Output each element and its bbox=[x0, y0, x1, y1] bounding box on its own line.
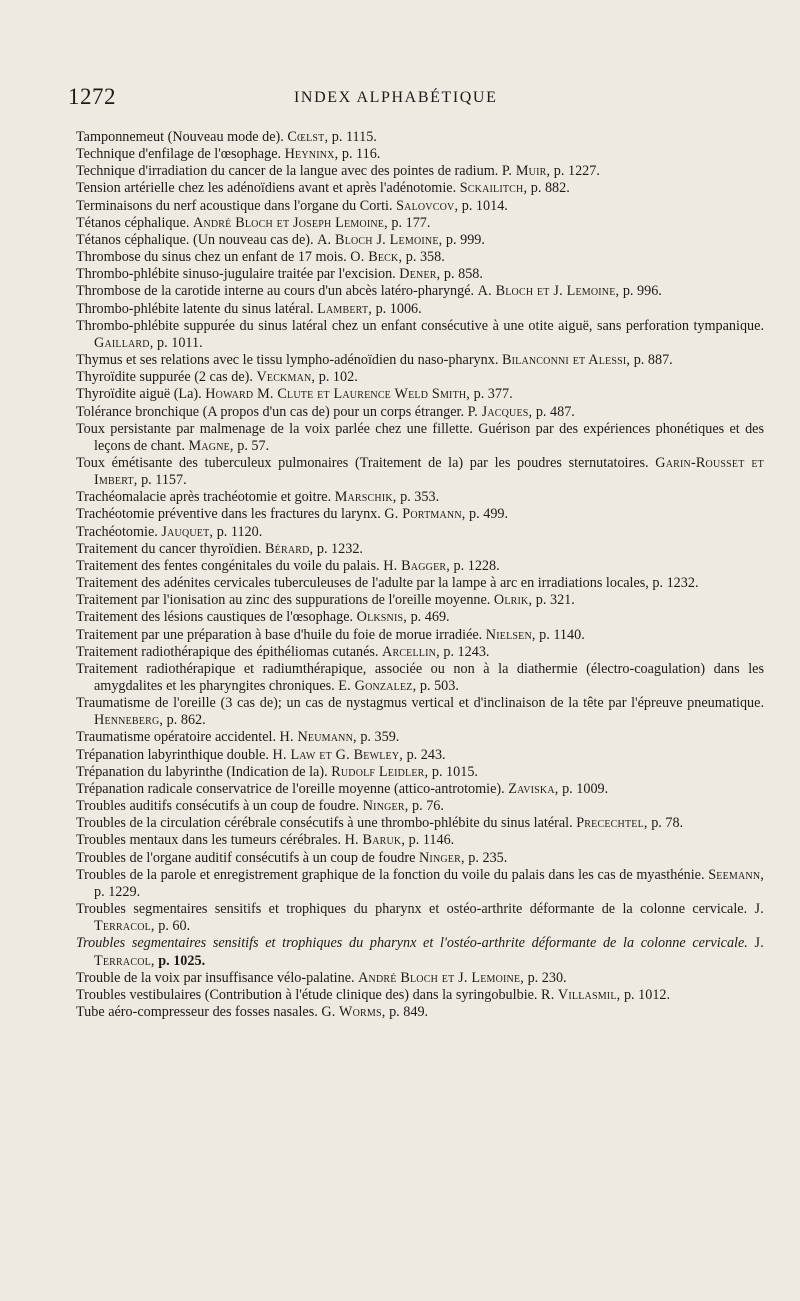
entry-page-ref: p. 377. bbox=[473, 386, 513, 403]
entry-page-ref: p. 76. bbox=[412, 798, 444, 815]
index-entry bbox=[76, 781, 764, 798]
index-entry bbox=[76, 764, 764, 781]
entry-topic: Troubles de l'organe auditif consécutifs à un coup de foudre bbox=[76, 849, 416, 866]
entry-page-ref: p. 887. bbox=[633, 352, 673, 369]
index-entry bbox=[76, 592, 764, 609]
entry-author: Howard M. Clute et Laurence Weld Smith, bbox=[205, 386, 471, 403]
index-entry bbox=[76, 695, 764, 729]
entry-author: H. Law et G. Bewley, bbox=[272, 746, 404, 763]
entry-topic: Traitement radiothérapique et radiumthérapique, associée ou non à la diathermie (électro-coagulation) dans les amygdalites et les pharyngites chroniques. bbox=[76, 660, 764, 694]
entry-author: Salovcov, bbox=[396, 197, 459, 214]
entry-author: Henneberg, bbox=[94, 712, 164, 729]
index-entry bbox=[76, 129, 764, 146]
entry-author: Dener, bbox=[399, 266, 441, 283]
entry-page-ref: p. 102. bbox=[318, 369, 358, 386]
entry-page-ref: p. 1146. bbox=[408, 832, 455, 849]
entry-topic: Thymus et ses relations avec le tissu lympho-adénoïdien du naso-pharynx. bbox=[76, 352, 499, 369]
entry-topic: Thrombose de la carotide interne au cours d'un abcès latéro-pharyngé. bbox=[76, 283, 475, 300]
entry-page-ref: p. 882. bbox=[530, 180, 570, 197]
index-entry bbox=[76, 850, 764, 867]
entry-page-ref: p. 503. bbox=[419, 678, 459, 694]
entry-author: Cœlst, bbox=[287, 129, 329, 145]
entry-topic: Traitement par une préparation à base d'huile du foie de morue irradiée. bbox=[76, 626, 483, 643]
entry-topic: Trouble de la voix par insuffisance vélo-palatine. bbox=[76, 969, 355, 986]
entry-topic: Trachéomalacie après trachéotomie et goitre. bbox=[76, 489, 332, 506]
entry-topic: Tétanos céphalique. bbox=[76, 214, 190, 231]
entry-topic: Traitement des adénites cervicales tuberculeuses de l'adulte par la lampe à arc en irradiations locales, bbox=[76, 575, 649, 592]
page-number: 1272 bbox=[68, 84, 116, 109]
index-entry bbox=[76, 901, 764, 935]
entry-page-ref: p. 1243. bbox=[443, 643, 490, 660]
entry-page-ref: p. 1115. bbox=[331, 129, 377, 145]
entry-topic: Troubles segmentaires sensitifs et trophiques du pharynx et ostéo-arthrite déformante de la colonne cervicale. bbox=[76, 901, 748, 918]
index-entry bbox=[76, 609, 764, 626]
entry-topic: Thrombose du sinus chez un enfant de 17 mois. bbox=[76, 249, 347, 266]
entry-author: Bérard, bbox=[264, 540, 314, 557]
entry-author: Veckman, bbox=[256, 369, 316, 386]
index-entry bbox=[76, 283, 764, 300]
entry-author: André Bloch et Joseph Lemoine, bbox=[193, 214, 388, 231]
entry-page-ref: p. 862. bbox=[166, 712, 206, 729]
index-entries bbox=[76, 129, 764, 1021]
entry-page-ref: p. 177. bbox=[391, 214, 431, 231]
entry-author: R. Villasmil, bbox=[541, 986, 621, 1003]
entry-topic: Toux émétisante des tuberculeux pulmonaires (Traitement de la) par les poudres sternutatoires. bbox=[76, 454, 649, 471]
entry-author: J. Terracol, bbox=[94, 935, 765, 969]
running-title: INDEX ALPHABÉTIQUE bbox=[294, 89, 498, 106]
entry-topic: Tolérance bronchique (A propos d'un cas de) pour un corps étranger. bbox=[76, 403, 465, 420]
entry-page-ref: p. 1012. bbox=[623, 986, 671, 1003]
index-entry bbox=[76, 575, 764, 592]
index-entry bbox=[76, 970, 764, 987]
entry-page-ref: p. 1015. bbox=[431, 763, 478, 780]
index-entry bbox=[76, 249, 764, 266]
entry-page-ref: p. 1025. bbox=[158, 952, 206, 969]
index-entry bbox=[76, 232, 764, 249]
entry-topic: Traumatisme de l'oreille (3 cas de); un cas de nystagmus vertical et d'inclinaison de la tête par l'épreuve pneumatique. bbox=[76, 695, 764, 712]
index-entry bbox=[76, 318, 764, 352]
entry-topic: Traitement des lésions caustiques de l'œsophage. bbox=[76, 609, 354, 626]
index-entry bbox=[76, 180, 764, 197]
page-header bbox=[68, 84, 740, 110]
entry-topic: Troubles auditifs consécutifs à un coup de foudre. bbox=[76, 798, 360, 815]
entry-page-ref: p. 116. bbox=[341, 146, 381, 163]
entry-page-ref: p. 1014. bbox=[461, 197, 508, 214]
entry-page-ref: p. 1227. bbox=[553, 163, 600, 180]
entry-page-ref: p. 1011. bbox=[157, 334, 203, 351]
entry-topic: Troubles vestibulaires (Contribution à l'étude clinique des) dans la syringobulbie. bbox=[76, 986, 538, 1003]
entry-page-ref: p. 78. bbox=[651, 815, 684, 832]
entry-topic: Troubles de la circulation cérébrale consécutifs à une thrombo-phlébite du sinus latéral. bbox=[76, 815, 573, 832]
entry-page-ref: p. 1009. bbox=[562, 780, 609, 797]
entry-page-ref: p. 849. bbox=[389, 1003, 429, 1020]
entry-author: H. Neumann, bbox=[279, 729, 357, 746]
entry-topic: Tube aéro-compresseur des fosses nasales. bbox=[76, 1003, 318, 1020]
index-entry bbox=[76, 558, 764, 575]
index-entry bbox=[76, 747, 764, 764]
entry-author: A. Bloch J. Lemoine, bbox=[317, 231, 443, 248]
index-entry bbox=[76, 489, 764, 506]
entry-author: Lambert, bbox=[317, 300, 373, 317]
entry-page-ref: p. 1229. bbox=[94, 883, 141, 900]
entry-topic: Technique d'enfilage de l'œsophage. bbox=[76, 146, 282, 163]
index-entry bbox=[76, 644, 764, 661]
entry-page-ref: p. 487. bbox=[535, 403, 575, 420]
entry-topic: Trépanation labyrinthique double. bbox=[76, 746, 269, 763]
index-entry bbox=[76, 524, 764, 541]
index-entry bbox=[76, 386, 764, 403]
index-entry bbox=[76, 1004, 764, 1021]
entry-topic: Terminaisons du nerf acoustique dans l'organe du Corti. bbox=[76, 197, 393, 214]
index-entry bbox=[76, 798, 764, 815]
entry-author: Jauquet, bbox=[161, 523, 214, 540]
entry-page-ref: p. 499. bbox=[469, 506, 509, 523]
index-entry bbox=[76, 404, 764, 421]
entry-topic: Technique d'irradiation du cancer de la langue avec des pointes de radium. bbox=[76, 163, 499, 180]
entry-author: P. Muir, bbox=[501, 163, 551, 180]
index-entry bbox=[76, 146, 764, 163]
entry-author: Rudolf Leidler, bbox=[331, 763, 429, 780]
entry-page-ref: p. 1228. bbox=[453, 557, 500, 574]
entry-topic: Traitement par l'ionisation au zinc des suppurations de l'oreille moyenne. bbox=[76, 592, 491, 609]
index-entry bbox=[76, 541, 764, 558]
entry-author: Garin-Rousset et Imbert, bbox=[94, 454, 764, 489]
index-entry bbox=[76, 506, 764, 523]
entry-topic: Traitement des fentes congénitales du voile du palais. bbox=[76, 557, 380, 574]
entry-page-ref: p. 1232. bbox=[316, 540, 363, 557]
entry-author: Magne, bbox=[188, 437, 234, 454]
entry-author: Nielsen, bbox=[485, 626, 536, 643]
entry-author: Marschik, bbox=[334, 489, 397, 506]
entry-topic: Thyroïdite suppurée (2 cas de). bbox=[76, 369, 253, 386]
entry-page-ref: p. 243. bbox=[406, 746, 446, 763]
index-entry bbox=[76, 815, 764, 832]
entry-topic: Thrombo-phlébite sinuso-jugulaire traitée par l'excision. bbox=[76, 266, 396, 283]
entry-page-ref: p. 57. bbox=[237, 437, 270, 454]
entry-topic: Tamponnemeut (Nouveau mode de). bbox=[76, 129, 284, 145]
entry-author: Bilanconni et Alessi, bbox=[501, 352, 631, 369]
entry-author: Zaviska, bbox=[508, 780, 559, 797]
index-entry bbox=[76, 627, 764, 644]
entry-author: O. Beck, bbox=[350, 249, 403, 266]
entry-topic: Tension artérielle chez les adénoïdiens avant et après l'adénotomie. bbox=[76, 180, 457, 197]
entry-author: H. Baruk, bbox=[344, 832, 406, 849]
entry-topic: Troubles segmentaires sensitifs et trophiques du pharynx et l'ostéo-arthrite déformante de la colonne cervicale. bbox=[76, 935, 748, 952]
entry-author: Arcellin, bbox=[382, 643, 440, 660]
entry-topic: Thyroïdite aiguë (La). bbox=[76, 386, 202, 403]
entry-topic: Troubles de la parole et enregistrement graphique de la fonction du voile du palais dans les cas de myasthénie. bbox=[76, 866, 705, 883]
index-entry bbox=[76, 832, 764, 849]
entry-author: Heyninx, bbox=[284, 146, 339, 163]
entry-page-ref: p. 469. bbox=[410, 609, 450, 626]
entry-topic: Tétanos céphalique. (Un nouveau cas de). bbox=[76, 231, 314, 248]
entry-topic: Trachéotomie. bbox=[76, 523, 158, 540]
index-entry bbox=[76, 198, 764, 215]
entry-topic: Troubles mentaux dans les tumeurs cérébrales. bbox=[76, 832, 342, 849]
entry-page-ref: p. 60. bbox=[158, 918, 191, 935]
index-entry bbox=[76, 266, 764, 283]
entry-page-ref: p. 235. bbox=[468, 849, 508, 866]
entry-topic: Thrombo-phlébite latente du sinus latéral. bbox=[76, 300, 314, 317]
entry-author: G. Worms, bbox=[321, 1003, 386, 1020]
entry-page-ref: p. 353. bbox=[400, 489, 440, 506]
index-entry bbox=[76, 421, 764, 455]
entry-topic: Traitement du cancer thyroïdien. bbox=[76, 540, 262, 557]
entry-author: E. Gonzalez, bbox=[338, 678, 417, 694]
entry-author: Olrik, bbox=[493, 592, 533, 609]
entry-author: Olksnis, bbox=[356, 609, 408, 626]
entry-topic: Trachéotomie préventive dans les fractures du larynx. bbox=[76, 506, 381, 523]
index-entry bbox=[76, 455, 764, 489]
index-entry bbox=[76, 867, 764, 901]
entry-page-ref: p. 858. bbox=[443, 266, 483, 283]
entry-page-ref: p. 358. bbox=[405, 249, 445, 266]
entry-page-ref: p. 230. bbox=[527, 969, 567, 986]
entry-page-ref: p. 1140. bbox=[539, 626, 585, 643]
index-entry bbox=[76, 215, 764, 232]
entry-author: André Bloch et J. Lemoine, bbox=[358, 969, 525, 986]
entry-author: Precechtel, bbox=[576, 815, 648, 832]
entry-author: G. Portmann, bbox=[384, 506, 466, 523]
entry-topic: Trépanation du labyrinthe (Indication de la). bbox=[76, 763, 328, 780]
entry-author: A. Bloch et J. Lemoine, bbox=[477, 283, 620, 300]
index-entry bbox=[76, 352, 764, 369]
index-entry bbox=[76, 369, 764, 386]
entry-topic: Trépanation radicale conservatrice de l'oreille moyenne (attico-antrotomie). bbox=[76, 780, 505, 797]
entry-author: Seemann, bbox=[708, 866, 764, 883]
entry-author: Gaillard, bbox=[94, 334, 154, 351]
entry-author: Sckailitch, bbox=[459, 180, 528, 197]
entry-page-ref: p. 996. bbox=[622, 283, 662, 300]
entry-topic: Traumatisme opératoire accidentel. bbox=[76, 729, 276, 746]
entry-page-ref: p. 359. bbox=[360, 729, 400, 746]
entry-page-ref: p. 999. bbox=[445, 231, 485, 248]
entry-topic: Toux persistante par malmenage de la voix parlée chez une fillette. Guérison par des expériences phonétiques et des leçons de chant. bbox=[76, 420, 764, 454]
entry-page-ref: p. 1157. bbox=[141, 472, 187, 489]
entry-author: H. Bagger, bbox=[383, 557, 450, 574]
entry-page-ref: p. 321. bbox=[535, 592, 575, 609]
index-entry bbox=[76, 163, 764, 180]
index-entry bbox=[76, 935, 764, 969]
entry-page-ref: p. 1120. bbox=[216, 523, 263, 540]
entry-topic: Thrombo-phlébite suppurée du sinus latéral chez un enfant consécutive à une otite aiguë, sans perforation tympanique. bbox=[76, 317, 764, 334]
index-entry bbox=[76, 729, 764, 746]
entry-author: Ninger, bbox=[418, 849, 465, 866]
index-entry bbox=[76, 987, 764, 1004]
entry-page-ref: p. 1232. bbox=[652, 575, 699, 592]
entry-author: Ninger, bbox=[362, 798, 409, 815]
entry-topic: Traitement radiothérapique des épithéliomas cutanés. bbox=[76, 643, 379, 660]
index-entry bbox=[76, 301, 764, 318]
entry-author: P. Jacques, bbox=[467, 403, 533, 420]
entry-page-ref: p. 1006. bbox=[375, 300, 422, 317]
index-entry bbox=[76, 661, 764, 695]
entry-author: J. Terracol, bbox=[94, 901, 764, 935]
